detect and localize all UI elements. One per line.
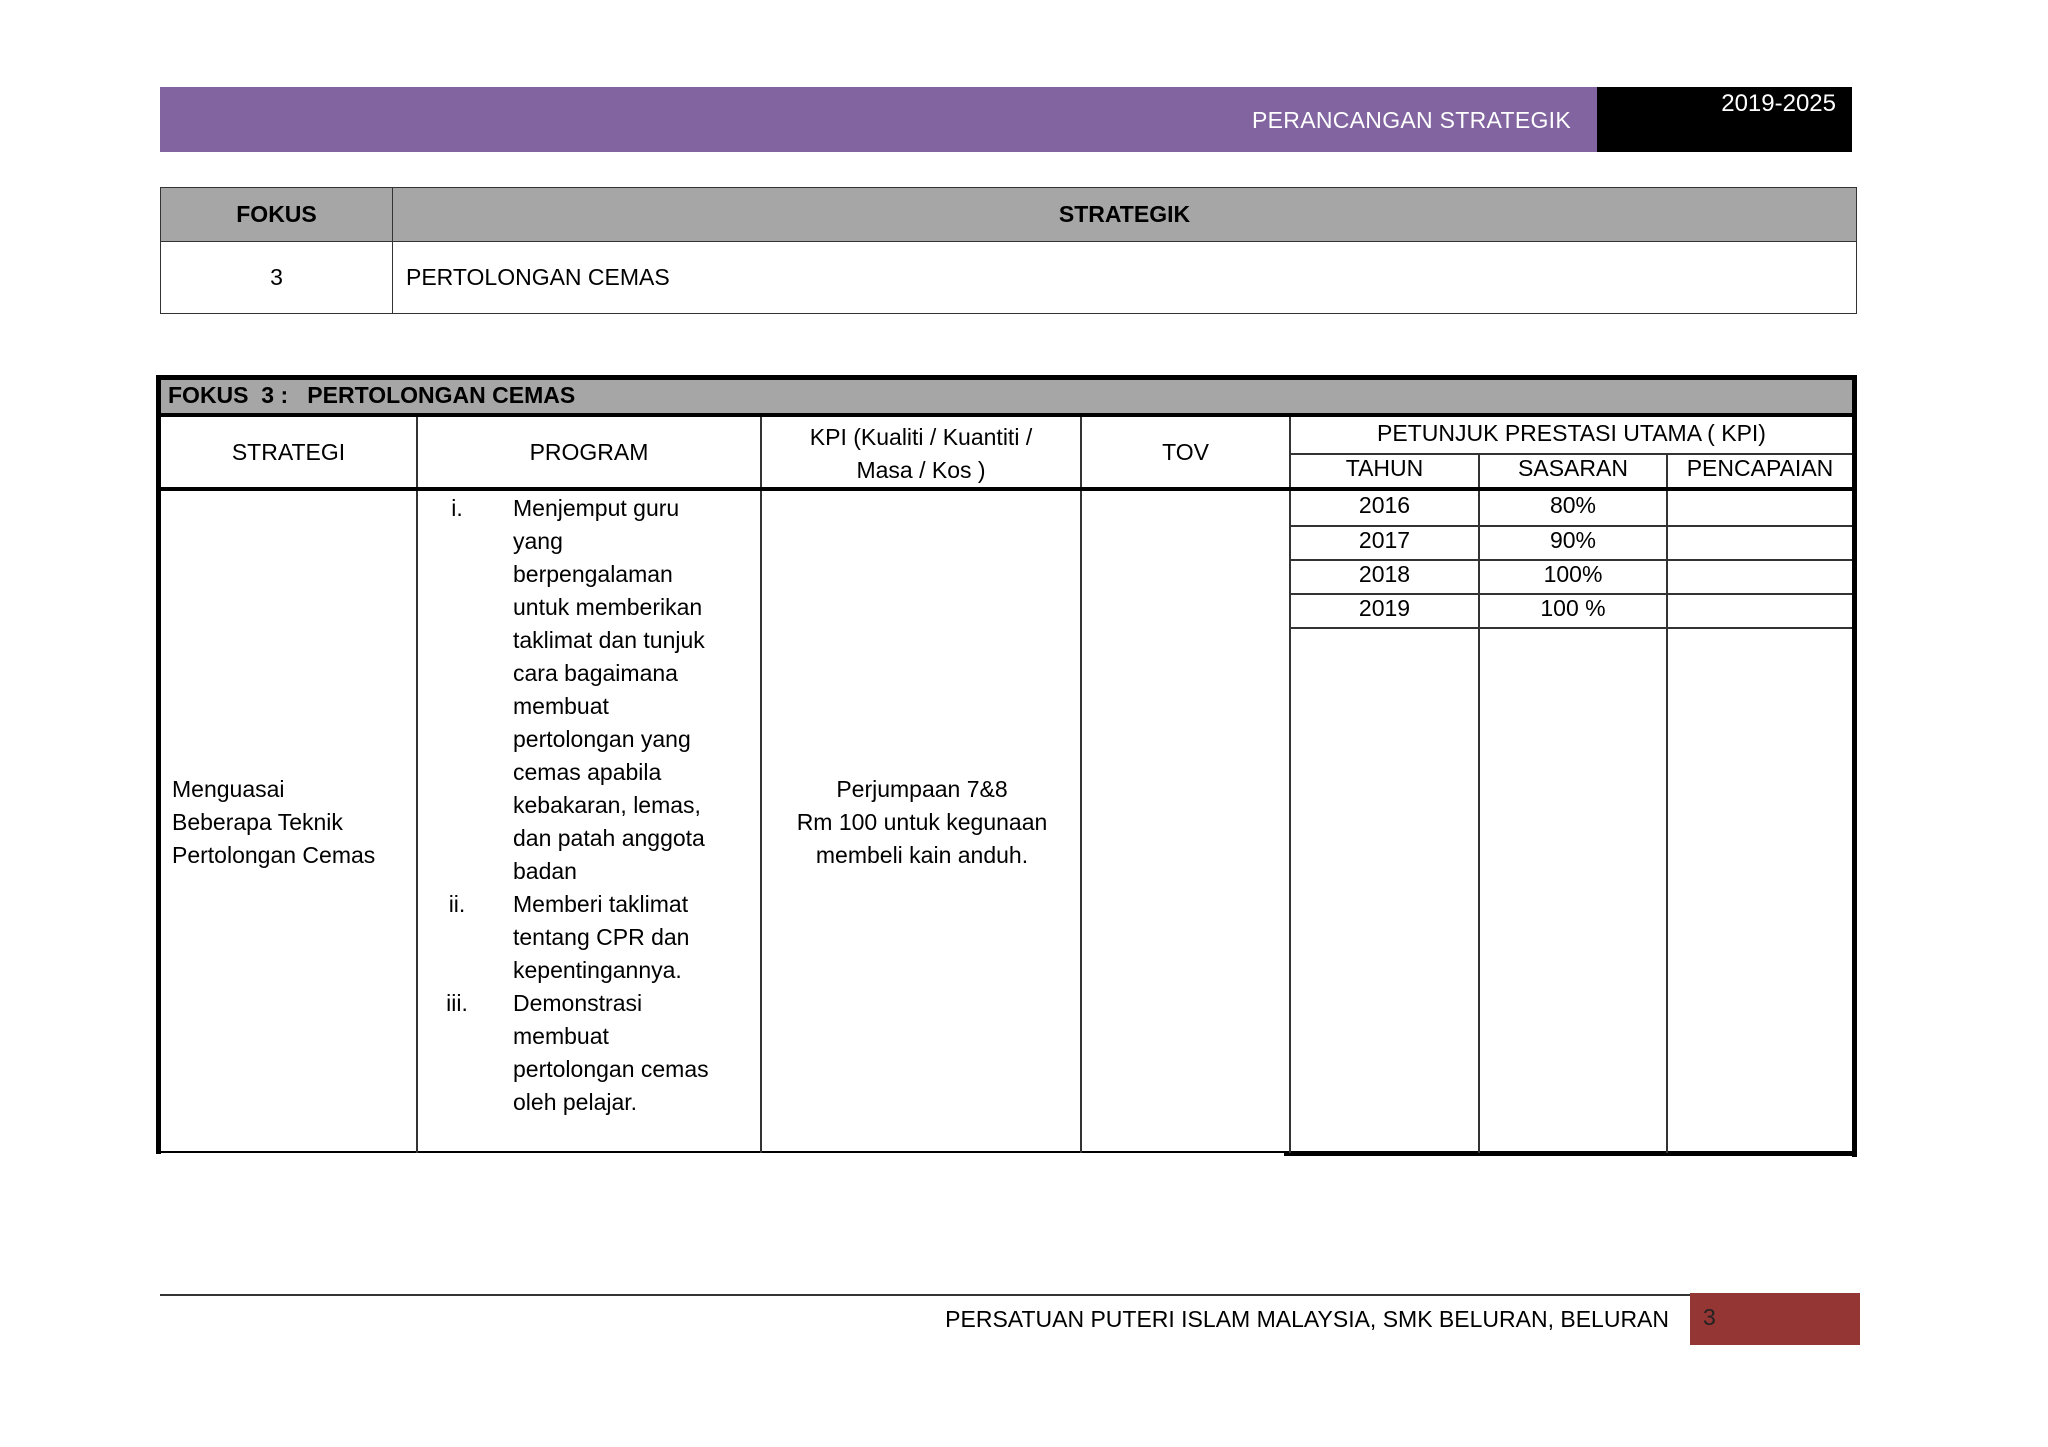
focus-col-header: FOKUS xyxy=(161,188,393,242)
program-line: Menjemput guru xyxy=(513,495,680,521)
strategi-line: Menguasai xyxy=(172,776,285,802)
kpi-year-row xyxy=(1286,526,1852,560)
col-pencapaian: PENCAPAIAN xyxy=(1686,455,1834,481)
program-line: yang xyxy=(513,528,563,554)
table-border-bottom xyxy=(156,1151,1286,1153)
kpi-year-row xyxy=(1286,594,1852,628)
program-line: berpengalaman xyxy=(513,561,673,587)
footer-page-box xyxy=(1690,1293,1860,1345)
col-strategi: STRATEGI xyxy=(231,439,346,465)
header-year: 2019-2025 xyxy=(1721,90,1836,117)
program-line: taklimat dan tunjuk xyxy=(513,627,705,653)
program-item xyxy=(412,987,722,1119)
program-line: oleh pelajar. xyxy=(513,1089,638,1115)
strategi-line: Beberapa Teknik xyxy=(172,809,343,835)
strategi-line: Pertolongan Cemas xyxy=(172,842,376,868)
program-number: i. xyxy=(451,495,463,521)
col-kpi-line2: Masa / Kos ) xyxy=(856,457,986,483)
program-line: tentang CPR dan xyxy=(513,924,690,950)
kpi-sasaran: 80% xyxy=(1549,492,1597,518)
table-border-left xyxy=(156,375,161,1154)
table-border-right xyxy=(1852,375,1857,1157)
header-year-box xyxy=(1597,87,1852,152)
focus-number-cell: 3 xyxy=(161,242,393,314)
table-title-bar xyxy=(161,380,1852,417)
strategik-col-header: STRATEGIK xyxy=(393,188,1857,242)
program-line: badan xyxy=(513,858,577,884)
program-line: pertolongan yang xyxy=(513,726,691,752)
table-border-bottom-kpi xyxy=(1284,1151,1857,1156)
col-kpi-group: PETUNJUK PRESTASI UTAMA ( KPI) xyxy=(1377,420,1766,446)
program-line: Demonstrasi xyxy=(513,990,643,1016)
kpi-sasaran: 90% xyxy=(1549,527,1597,553)
program-line: pertolongan cemas xyxy=(513,1056,709,1082)
program-line: cemas apabila xyxy=(513,759,662,785)
program-line: membuat xyxy=(513,1023,609,1049)
program-line: untuk memberikan xyxy=(513,594,703,620)
header-title: PERANCANGAN STRATEGIK xyxy=(1252,107,1571,133)
program-number: ii. xyxy=(448,891,466,917)
program-line: kebakaran, lemas, xyxy=(513,792,701,818)
col-kpi-line1: KPI (Kualiti / Kuantiti / xyxy=(809,424,1033,450)
footer-rule xyxy=(160,1294,1690,1296)
col-kpi xyxy=(762,421,1080,487)
kpi-tahun: 2018 xyxy=(1358,561,1411,587)
tov-cell xyxy=(1082,491,1289,1151)
kpi-sasaran: 100 % xyxy=(1540,595,1606,621)
kpi-row-divider xyxy=(1289,627,1852,629)
kpi-description-cell xyxy=(762,773,1082,872)
kpi-tahun: 2017 xyxy=(1358,527,1411,553)
program-item xyxy=(412,492,722,888)
col-tahun: TAHUN xyxy=(1345,455,1424,481)
kpi-line: Perjumpaan 7&8 xyxy=(836,776,1008,802)
kpi-main-table xyxy=(156,375,1857,1154)
kpi-year-row xyxy=(1286,560,1852,594)
program-line: membuat xyxy=(513,693,609,719)
kpi-line: membeli kain anduh. xyxy=(815,842,1029,868)
kpi-line: Rm 100 untuk kegunaan xyxy=(796,809,1048,835)
page-number: 3 xyxy=(1703,1304,1716,1330)
strategi-cell xyxy=(172,773,375,872)
col-tov: TOV xyxy=(1162,439,1209,465)
kpi-sasaran: 100% xyxy=(1543,561,1603,587)
program-line: kepentingannya. xyxy=(513,957,682,983)
footer-organization: PERSATUAN PUTERI ISLAM MALAYSIA, SMK BELURAN, BELURAN xyxy=(945,1306,1669,1332)
program-number: iii. xyxy=(446,990,468,1016)
col-sasaran: SASARAN xyxy=(1518,455,1628,481)
kpi-tahun: 2019 xyxy=(1358,595,1411,621)
header-band xyxy=(160,87,1597,152)
table-title: FOKUS 3 : PERTOLONGAN CEMAS xyxy=(168,382,576,408)
kpi-year-row xyxy=(1286,491,1852,525)
focus-table xyxy=(160,187,1857,314)
program-line: dan patah anggota xyxy=(513,825,705,851)
strategik-cell: PERTOLONGAN CEMAS xyxy=(393,242,1857,314)
program-line: cara bagaimana xyxy=(513,660,678,686)
col-program: PROGRAM xyxy=(529,439,649,465)
program-line: Memberi taklimat xyxy=(513,891,689,917)
program-item xyxy=(412,888,722,987)
program-list xyxy=(412,492,722,1119)
kpi-tahun: 2016 xyxy=(1358,492,1411,518)
